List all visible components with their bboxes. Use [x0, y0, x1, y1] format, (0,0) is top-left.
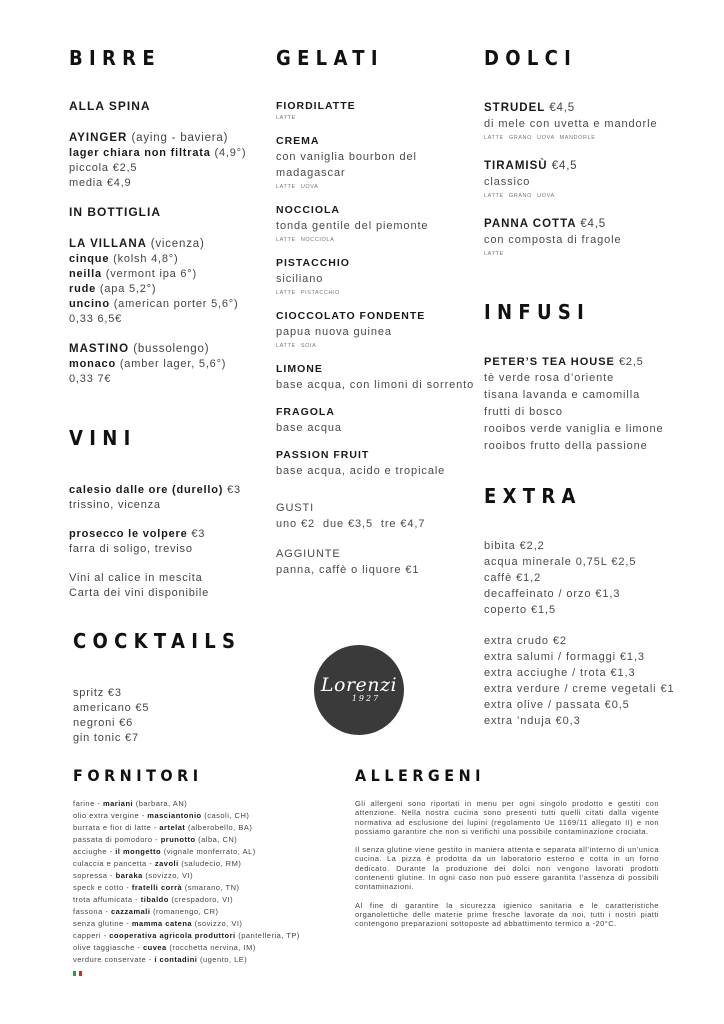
gelato-item: NOCCIOLA tonda gentile del piemonte LATTE NOCCIOLA — [276, 204, 466, 243]
supplier-item: farine - mariani (barbara, AN) — [73, 799, 188, 808]
extra-item: caffè €1,2 — [484, 572, 542, 584]
wine-note: Carta dei vini disponibile — [69, 587, 210, 599]
allergeni-paragraph: Al fine di garantire la sicurezza igienico sanitaria e le caratteristiche organolettiche delle materie prime fresche lavorate da noi, tutti i nostri piatti contengono preparazioni sottoposte ad abbattimento termico a -20°C. — [355, 900, 659, 929]
brewery-mastino: MASTINO (bussolengo) — [69, 343, 210, 355]
cocktail-item: negroni €6 — [73, 717, 133, 729]
allergen-tags: LATTE GRANO UOVA — [484, 193, 555, 199]
extra-addon: extra verdure / creme vegetali €1 — [484, 683, 675, 695]
section-title-gelati: GELATI — [276, 46, 384, 70]
gusti-prices: uno €2 due €3,5 tre €4,7 — [276, 518, 426, 530]
supplier-item: sopressa - baraka (sovizzo, VI) — [73, 871, 194, 880]
extra-addon: extra crudo €2 — [484, 635, 567, 647]
lorenzi-logo — [314, 645, 404, 735]
section-title-cocktails: COCKTAILS — [73, 629, 242, 653]
supplier-item: passata di pomodoro - prunotto (alba, CN) — [73, 835, 238, 844]
wine-origin: farra di soligo, treviso — [69, 543, 193, 555]
allergen-tags: LATTE NOCCIOLA — [276, 237, 335, 243]
price-line: 0,33 7€ — [69, 373, 112, 385]
beer-item: monaco (amber lager, 5,6°) — [69, 358, 227, 370]
aggiunte-text: panna, caffè o liquore €1 — [276, 564, 420, 576]
wine-origin: trissino, vicenza — [69, 499, 161, 511]
section-vini — [69, 426, 269, 601]
price-line: 0,33 6,5€ — [69, 313, 123, 325]
extra-addon: extra acciughe / trota €1,3 — [484, 667, 636, 679]
supplier-item: acciughe - il mongetto (vignale monferrato, AL) — [73, 847, 256, 856]
section-cocktails — [73, 629, 293, 746]
allergeni-paragraph: Il senza glutine viene gestito in maniera attenta e separata all’interno di un’unica cucina. La pizza è prodotta da un laboratorio esterno e cotta in un forno dedicato. Durante la produzione dei dolci non vengono lavorati prodotti contenenti glutine. In ogni caso non può essere garantita l’assenza di possibili contaminazioni. — [355, 845, 659, 892]
section-birre — [69, 46, 269, 387]
aggiunte-label: AGGIUNTE — [276, 548, 341, 560]
extra-item: acqua minerale 0,75L €2,5 — [484, 556, 637, 568]
subheading-in-bottiglia: IN BOTTIGLIA — [69, 205, 161, 219]
italian-flag-icon — [73, 971, 82, 976]
section-title-extra: EXTRA — [484, 484, 582, 508]
cocktail-item: americano €5 — [73, 702, 150, 714]
extra-addon: extra olive / passata €0,5 — [484, 699, 630, 711]
gelato-item: FRAGOLA base acqua — [276, 406, 342, 434]
section-title-allergeni: ALLERGENI — [355, 766, 485, 785]
section-title-infusi: INFUSI — [484, 300, 591, 324]
wine-item: calesio dalle ore (durello) €3 — [69, 484, 241, 496]
infuso-item: rooibos frutto della passione — [484, 440, 648, 452]
dolce-item: STRUDEL €4,5 di mele con uvetta e mandorle LATTE GRANO UOVA MANDORLE — [484, 100, 709, 141]
allergen-tags: LATTE UOVA — [276, 184, 319, 190]
beer-item: cinque (kolsh 4,8°) — [69, 253, 179, 265]
supplier-item: senza glutine - mamma catena (sovizzo, VI) — [73, 919, 243, 928]
supplier-item: verdure conservate - i contadini (ugento, LE) — [73, 955, 248, 964]
supplier-item: olio extra vergine - masciantonio (casoli, CH) — [73, 811, 250, 820]
section-allergeni — [355, 766, 665, 929]
section-title-fornitori: FORNITORI — [73, 766, 203, 785]
gelato-item: CIOCCOLATO FONDENTE papua nuova guinea LATTE SOIA — [276, 310, 466, 349]
infuso-item: tisana lavanda e camomilla — [484, 389, 641, 401]
allergen-tags: LATTE GRANO UOVA MANDORLE — [484, 135, 596, 141]
supplier-item: burrata e fior di latte - artelat (alberobello, BA) — [73, 823, 253, 832]
dolce-item: TIRAMISÙ €4,5 classico LATTE GRANO UOVA — [484, 158, 709, 199]
section-fornitori — [73, 766, 343, 976]
allergeni-paragraph: Gli allergeni sono riportati in menu per ogni singolo prodotto e gestiti con attenzione. Nella nostra cucina sono presenti tutti quelli citati dalla vigente normativa ad esclusione dei lupini (regolamento Ue 1169/11 allegato II) e non possiamo garantire che non si verifichi una possibile contaminazione crociata. — [355, 799, 659, 836]
wine-item: prosecco le volpere €3 — [69, 528, 206, 540]
allergen-tags: LATTE — [276, 115, 296, 121]
section-title-birre: BIRRE — [69, 46, 161, 70]
supplier-item: culaccia e pancetta - zavoli (saludecio, RM) — [73, 859, 242, 868]
gelato-item: LIMONE base acqua, con limoni di sorrento — [276, 363, 475, 391]
gelato-item: PASSION FRUIT base acqua, acido e tropicale — [276, 449, 446, 477]
supplier-item: olive taggiasche - cuvea (rocchetta nervina, IM) — [73, 943, 256, 952]
tea-brand: PETER’S TEA HOUSE €2,5 — [484, 356, 644, 368]
beer-item: lager chiara non filtrata (4,9°) — [69, 147, 247, 159]
section-title-vini: VINI — [69, 426, 137, 450]
logo-year: 1927 — [351, 693, 381, 703]
cocktail-item: gin tonic €7 — [73, 732, 139, 744]
infuso-item: rooibos verde vaniglia e limone — [484, 423, 664, 435]
section-dolci — [484, 46, 709, 257]
wine-note: Vini al calice in mescita — [69, 572, 203, 584]
logo-brand: Lorenzi — [320, 673, 398, 696]
gelato-item: PISTACCHIO siciliano LATTE PISTACCHIO — [276, 257, 466, 296]
supplier-list — [73, 798, 343, 966]
beer-item: rude (apa 5,2°) — [69, 283, 157, 295]
price-line: piccola €2,5 — [69, 162, 138, 174]
section-gelati — [276, 46, 475, 578]
beer-item: uncino (american porter 5,6°) — [69, 298, 239, 310]
extra-item: bibita €2,2 — [484, 540, 545, 552]
brewery-ayinger: AYINGER (aying - baviera) — [69, 132, 229, 144]
allergen-tags: LATTE SOIA — [276, 343, 317, 349]
extra-addon: extra salumi / formaggi €1,3 — [484, 651, 645, 663]
infuso-item: frutti di bosco — [484, 406, 563, 418]
allergen-tags: LATTE — [484, 251, 504, 257]
extra-item: coperto €1,5 — [484, 604, 556, 616]
supplier-item: fassona - cazzamali (romanengo, CR) — [73, 907, 219, 916]
supplier-item: trota affumicata - tibaldo (crespadoro, VI) — [73, 895, 234, 904]
infuso-item: tè verde rosa d’oriente — [484, 372, 615, 384]
brewery-la-villana: LA VILLANA (vicenza) — [69, 238, 205, 250]
allergen-tags: LATTE PISTACCHIO — [276, 290, 341, 296]
beer-item: neilla (vermont ipa 6°) — [69, 268, 197, 280]
supplier-item: capperi - cooperativa agricola produttori (pantelleria, TP) — [73, 931, 300, 940]
section-extra — [484, 484, 709, 729]
price-line: media €4,9 — [69, 177, 132, 189]
dolce-item: PANNA COTTA €4,5 con composta di fragole LATTE — [484, 216, 709, 257]
supplier-item: speck e cotto - fratelli corrà (smarano, TN) — [73, 883, 240, 892]
gusti-label: GUSTI — [276, 502, 315, 514]
section-title-dolci: DOLCI — [484, 46, 578, 70]
section-infusi — [484, 300, 709, 455]
gelato-item: FIORDILATTE LATTE — [276, 100, 466, 121]
extra-item: decaffeinato / orzo €1,3 — [484, 588, 621, 600]
extra-addon: extra ’nduja €0,3 — [484, 715, 581, 727]
gelato-item: CREMA con vaniglia bourbon del madagascar LATTE UOVA — [276, 135, 466, 190]
cocktail-item: spritz €3 — [73, 687, 122, 699]
subheading-alla-spina: ALLA SPINA — [69, 99, 151, 113]
